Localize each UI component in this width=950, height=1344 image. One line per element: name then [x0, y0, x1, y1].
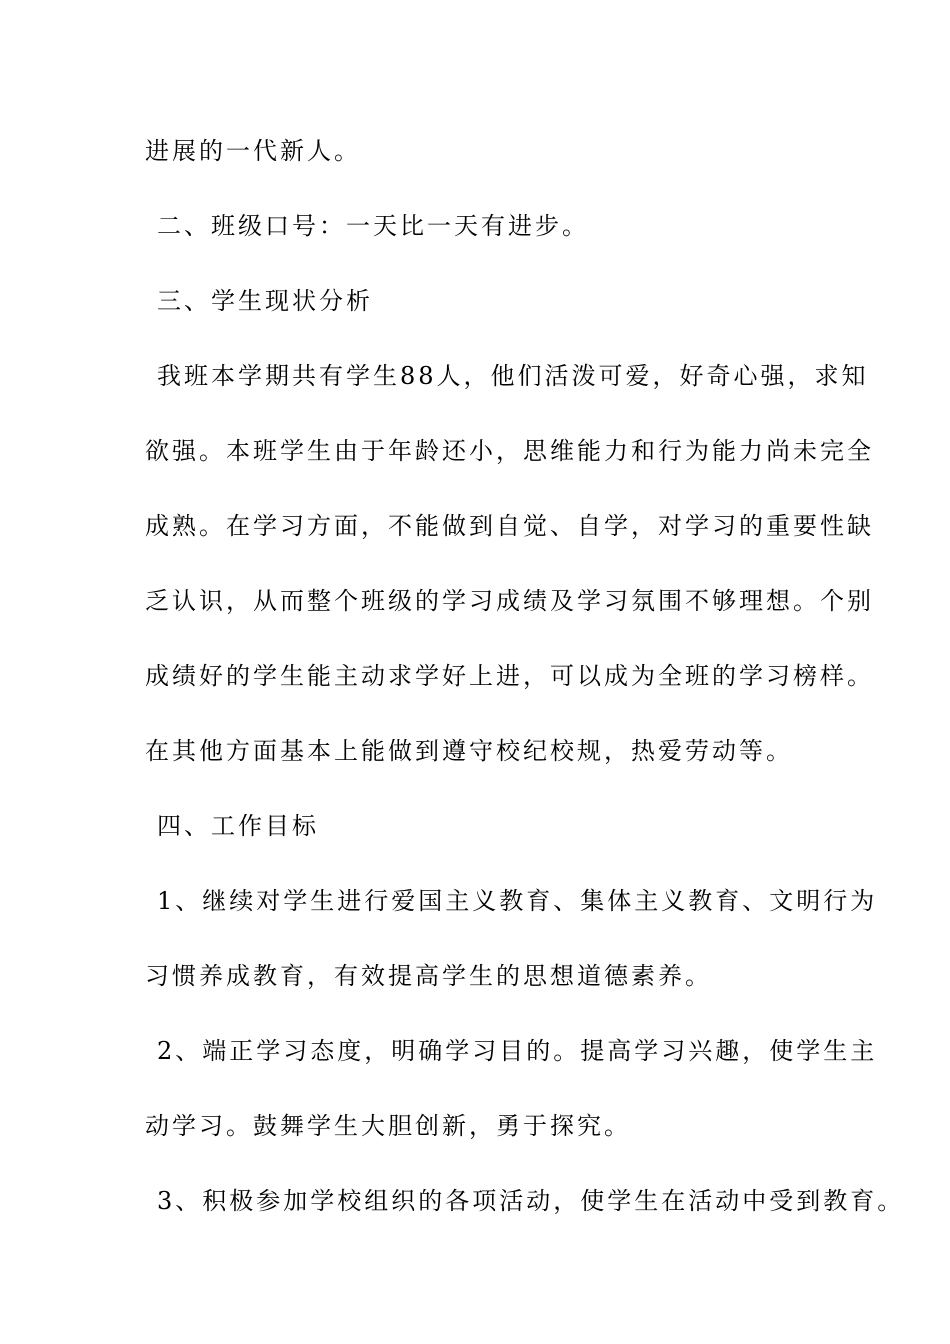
text-line-1: 进展的一代新人。	[145, 137, 361, 165]
text-line-14: 动学习。鼓舞学生大胆创新，勇于探究。	[145, 1112, 631, 1140]
text-line-9: 在其他方面基本上能做到遵守校纪校规，热爱劳动等。	[145, 737, 793, 765]
text-line-12: 习惯养成教育，有效提高学生的思想道德素养。	[145, 962, 712, 990]
text-line-13: 2、端正学习态度，明确学习目的。提高学习兴趣，使学生主	[157, 1037, 878, 1065]
text-line-2: 二、班级口号：一天比一天有进步。	[157, 212, 589, 240]
text-line-5: 欲强。本班学生由于年龄还小，思维能力和行为能力尚未完全	[145, 437, 874, 465]
text-line-7: 乏认识，从而整个班级的学习成绩及学习氛围不够理想。个别	[145, 587, 874, 615]
section-heading-analysis: 三、学生现状分析	[157, 287, 373, 315]
text-line-6: 成熟。在学习方面，不能做到自觉、自学，对学习的重要性缺	[145, 512, 874, 540]
text-line-15: 3、积极参加学校组织的各项活动，使学生在活动中受到教育。	[157, 1187, 905, 1215]
text-line-4: 我班本学期共有学生88人，他们活泼可爱，好奇心强，求知	[157, 362, 869, 390]
text-line-8: 成绩好的学生能主动求学好上进，可以成为全班的学习榜样。	[145, 662, 874, 690]
section-heading-goals: 四、工作目标	[157, 812, 319, 840]
text-line-11: 1、继续对学生进行爱国主义教育、集体主义教育、文明行为	[157, 887, 878, 915]
